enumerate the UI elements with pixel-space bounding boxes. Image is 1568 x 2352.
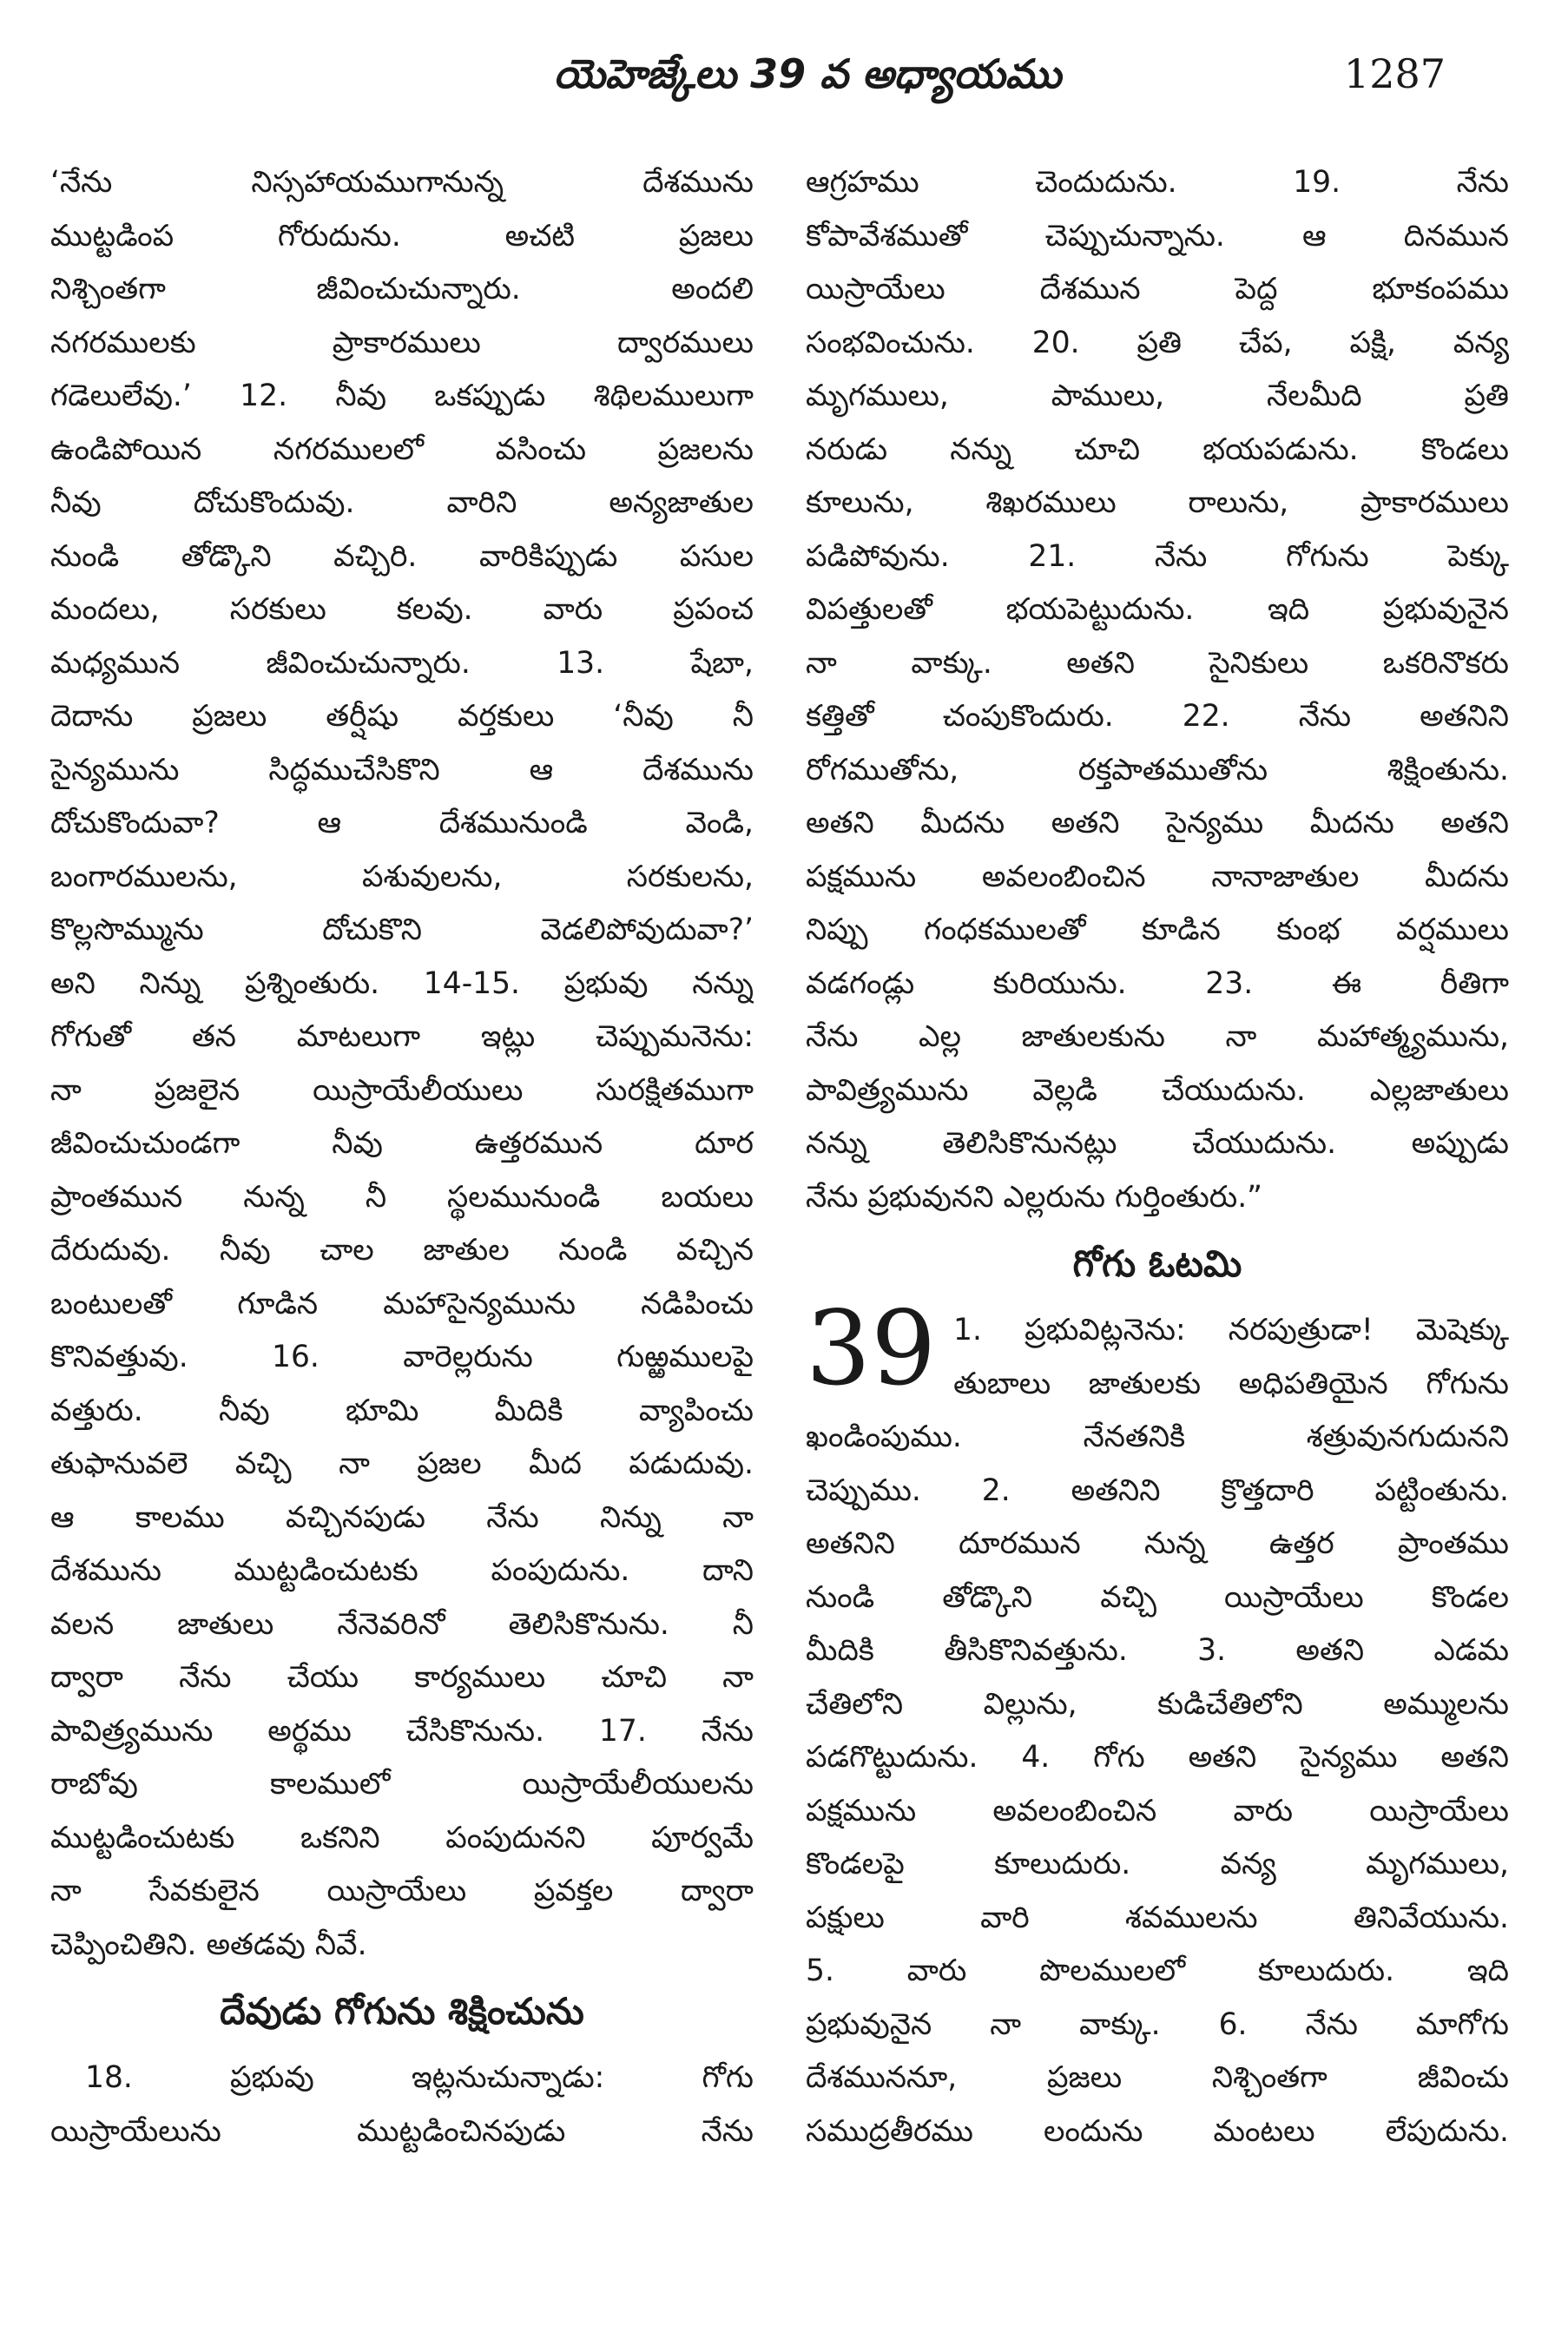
right-column-text-bottom: [806, 1411, 1509, 2158]
text-line: నా వాక్కు. అతని సైనికులు ఒకరినొకరు: [806, 645, 1509, 681]
text-line: నిశ్చింతగా జీవించుచున్నారు. అందలి: [50, 272, 754, 306]
text-line: నిప్పు గంధకములతో కూడిన కుంభ వర్షములు: [806, 912, 1509, 947]
text-line: దోచుకొందువా? ఆ దేశమునుండి వెండి,: [50, 806, 754, 840]
text-line: గడెలులేవు.’ 12. నీవు ఒకప్పుడు శిథిలములుగా: [50, 379, 754, 413]
text-line: బంటులతో గూడిన మహాసైన్యమును నడిపించు: [50, 1286, 754, 1321]
text-line: మందలు, సరకులు కలవు. వారు ప్రపంచ: [50, 592, 754, 627]
text-line: పడిపోవును. 21. నేను గోగును పెక్కు: [806, 538, 1509, 574]
text-line: 1. ప్రభువిట్లనెను: నరపుత్రుడా! మెషెక్కు: [953, 1313, 1509, 1347]
text-line: కొనివత్తువు. 16. వారెల్లరును గుఱ్ఱములపై: [50, 1340, 754, 1374]
left-column-text-top: [50, 156, 754, 1972]
text-line: ముట్టడించుటకు ఒకనిని పంపుదునని పూర్వమే: [50, 1820, 754, 1855]
text-line: ఖండింపుము. నేనతనికి శత్రువునగుదునని: [806, 1420, 1509, 1454]
right-column: [806, 156, 1509, 2158]
text-line: ‘నేను నిస్సహాయముగానున్న దేశమును: [50, 165, 754, 200]
text-line: గోగుతో తన మాటలుగా ఇట్లు చెప్పుమనెను:: [50, 1019, 754, 1054]
text-line: సంభవించును. 20. ప్రతి చేప, పక్షి, వన్య: [806, 325, 1509, 360]
chapter-number: 39: [806, 1288, 937, 1408]
text-line: ఆ కాలము వచ్చినపుడు నేను నిన్ను నా: [50, 1499, 754, 1535]
text-line: బంగారములను, పశువులను, సరకులను,: [50, 859, 754, 894]
text-line: విపత్తులతో భయపెట్టుదును. ఇది ప్రభువునైన: [806, 592, 1509, 627]
text-line: చేతిలోని విల్లును, కుడిచేతిలోని అమ్ములను: [806, 1686, 1509, 1722]
page-number: 1287: [1343, 50, 1446, 97]
text-line: మధ్యమున జీవించుచున్నారు. 13. షేబా,: [50, 645, 754, 681]
text-line: చెప్పించితిని. అతడవు నీవే.: [50, 1927, 367, 1962]
text-line: తుఫానువలె వచ్చి నా ప్రజల మీద పడుదువు.: [50, 1446, 754, 1481]
text-line: మృగములు, పాములు, నేలమీది ప్రతి: [806, 379, 1509, 413]
text-line: పక్షమును అవలంబించిన నానాజాతుల మీదను: [806, 859, 1509, 894]
text-line: 5. వారు పొలములలో కూలుదురు. ఇది: [806, 1953, 1509, 1988]
right-column-text-top: [806, 156, 1509, 1224]
text-line: దేశముననూ, ప్రజలు నిశ్చింతగా జీవించు: [806, 2060, 1509, 2095]
text-line: పడగొట్టుదును. 4. గోగు అతని సైన్యము అతని: [806, 1740, 1509, 1775]
left-column: [50, 156, 754, 2158]
text-line: దేరుదువు. నీవు చాల జాతుల నుండి వచ్చిన: [50, 1233, 754, 1268]
text-line: దెదాను ప్రజలు తర్షీషు వర్తకులు ‘నీవు నీ: [50, 699, 754, 734]
text-line: నేను ఎల్ల జాతులకును నా మహాత్మ్యమును,: [806, 1019, 1509, 1054]
text-line: కత్తితో చంపుకొందురు. 22. నేను అతనిని: [806, 699, 1509, 734]
text-line: వలన జాతులు నేనెవరినో తెలిసికొనును. నీ: [50, 1606, 754, 1642]
text-line: జీవించుచుండగా నీవు ఉత్తరమున దూర: [50, 1126, 754, 1161]
text-line: ఆగ్రహము చెందుదును. 19. నేను: [806, 165, 1509, 200]
text-line: కొండలపై కూలుదురు. వన్య మృగములు,: [806, 1847, 1509, 1881]
text-line: ద్వారా నేను చేయు కార్యములు చూచి నా: [50, 1660, 754, 1695]
text-line: సైన్యమును సిద్ధముచేసికొని ఆ దేశమును: [50, 752, 754, 787]
text-line: అని నిన్ను ప్రశ్నింతురు. 14-15. ప్రభువు నన్ను: [50, 965, 754, 1001]
text-line: నా ప్రజలైన యిస్రాయేలీయులు సురక్షితముగా: [50, 1072, 754, 1108]
left-column-text-bottom: [50, 2052, 754, 2158]
text-line: యిస్రాయేలు దేశమున పెద్ద భూకంపము: [806, 272, 1509, 306]
text-line: వడగండ్లు కురియును. 23. ఈ రీతిగా: [806, 965, 1509, 1001]
text-line: యిస్రాయేలును ముట్టడించినపుడు నేను: [50, 2113, 754, 2149]
section-heading-god-punishes-gog: దేవుడు గోగును శిక్షించును: [220, 1990, 584, 2032]
text-line: నేను ప్రభువునని ఎల్లరును గుర్తింతురు.”: [806, 1179, 1263, 1215]
text-line: అతని మీదను అతని సైన్యము మీదను అతని: [806, 806, 1509, 840]
section-heading-gog-defeat: గోగు ఓటమి: [1072, 1242, 1242, 1285]
text-line: ముట్టడింప గోరుదును. అచటి ప్రజలు: [50, 218, 754, 254]
text-line: కోపావేశముతో చెప్పుచున్నాను. ఆ దినమున: [806, 218, 1509, 254]
text-line: రోగముతోను, రక్తపాతముతోను శిక్షింతును.: [806, 752, 1509, 787]
text-line: ప్రభువునైన నా వాక్కు. 6. నేను మాగోగు: [806, 2006, 1509, 2042]
chapter-39-opening: [806, 1288, 1509, 1411]
text-line: దేశమును ముట్టడించుటకు పంపుదును. దాని: [50, 1553, 754, 1588]
text-line: నుండి తోడ్కొని వచ్చి యిస్రాయేలు కొండల: [806, 1579, 1509, 1615]
text-line: పక్షులు వారి శవములను తినివేయును.: [806, 1900, 1509, 1935]
text-line: 18. ప్రభువు ఇట్లనుచున్నాడు: గోగు: [85, 2060, 754, 2095]
text-line: రాబోవు కాలములో యిస్రాయేలీయులను: [50, 1767, 754, 1802]
text-line: చెప్పుము. 2. అతనిని క్రొత్తదారి పట్టింతును.: [806, 1472, 1509, 1508]
text-line: నీవు దోచుకొందువు. వారిని అన్యజాతుల: [50, 485, 754, 520]
text-line: మీదికి తీసికొనివత్తును. 3. అతని ఎడమ: [806, 1633, 1509, 1668]
text-line: అతనిని దూరమున నున్న ఉత్తర ప్రాంతము: [806, 1526, 1509, 1561]
text-line: తుబాలు జాతులకు అధిపతియైన గోగును: [953, 1366, 1509, 1401]
text-line: సముద్రతీరము లందును మంటలు లేపుదును.: [806, 2113, 1509, 2149]
text-line: ప్రాంతమున నున్న నీ స్థలమునుండి బయలు: [50, 1179, 754, 1215]
text-line: పక్షమును అవలంబించిన వారు యిస్రాయేలు: [806, 1793, 1509, 1828]
text-line: నా సేవకులైన యిస్రాయేలు ప్రవక్తల ద్వారా: [50, 1874, 754, 1908]
text-line: నన్ను తెలిసికొనునట్లు చేయుదును. అప్పుడు: [806, 1126, 1509, 1161]
text-line: కూలును, శిఖరములు రాలును, ప్రాకారములు: [806, 485, 1509, 520]
text-line: పావిత్ర్యమును వెల్లడి చేయుదును. ఎల్లజాతులు: [806, 1072, 1509, 1108]
text-line: నగరములకు ప్రాకారములు ద్వారములు: [50, 325, 754, 360]
text-line: పావిత్ర్యమును అర్థము చేసికొనును. 17. నేను: [50, 1713, 754, 1749]
page-header: [156, 43, 1459, 113]
text-line: నుండి తోడ్కొని వచ్చిరి. వారికిప్పుడు పసుల: [50, 538, 754, 574]
text-line: కొల్లసొమ్మును దోచుకొని వెడలిపోవుదువా?’: [50, 912, 754, 947]
running-title: యెహెజ్కేలు 39 వ అధ్యాయము: [553, 50, 1062, 97]
text-line: వత్తురు. నీవు భూమి మీదికి వ్యాపించు: [50, 1393, 754, 1428]
text-line: నరుడు నన్ను చూచి భయపడును. కొండలు: [806, 432, 1509, 467]
text-line: ఉండిపోయిన నగరములలో వసించు ప్రజలను: [50, 432, 754, 467]
